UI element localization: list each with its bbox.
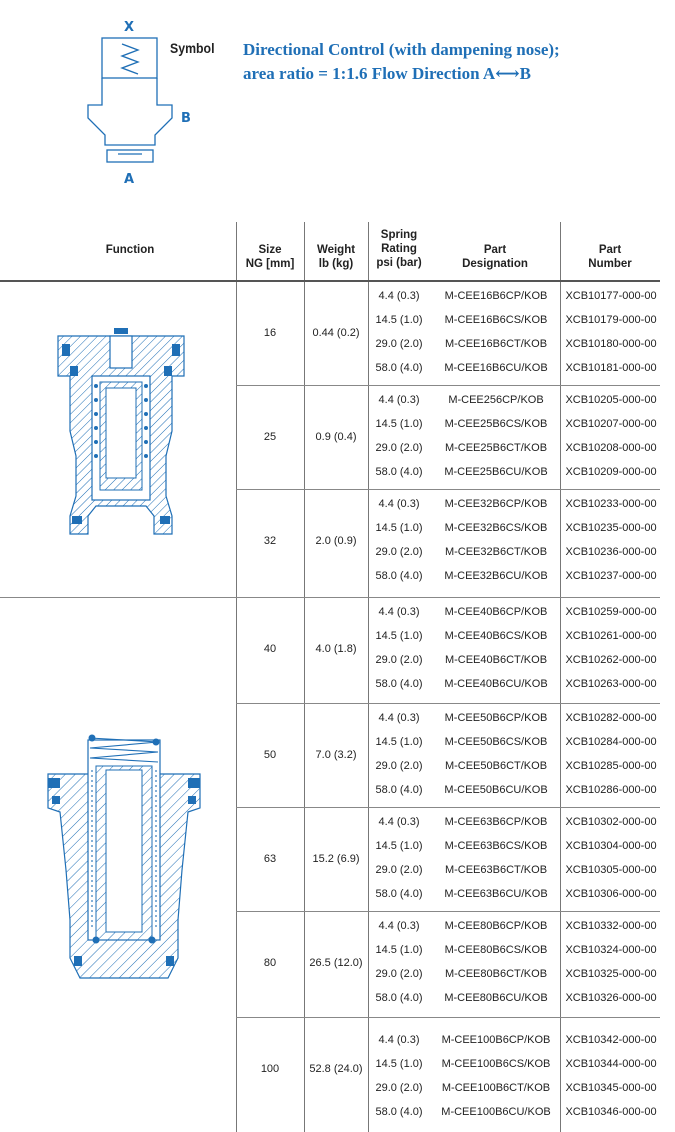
group-rule [236,703,660,704]
part-number-cell: XCB10284-000-00 [565,736,657,748]
part-number-cell: XCB10179-000-00 [565,314,657,326]
size-cell: 25 [263,431,277,443]
rating-cell: 58.0 (4.0) [375,466,423,478]
part-designation-cell: M-CEE25B6CS/KOB [444,418,548,430]
rating-cell: 29.0 (2.0) [375,654,423,666]
group-rule [236,807,660,808]
rating-cell: 4.4 (0.3) [378,1034,420,1046]
part-number-cell: XCB10332-000-00 [565,920,657,932]
part-designation-cell: M-CEE50B6CP/KOB [444,712,548,724]
part-number-cell: XCB10181-000-00 [565,362,657,374]
part-designation-cell: M-CEE50B6CS/KOB [444,736,548,748]
part-number-cell: XCB10305-000-00 [565,864,657,876]
col-header-designation-line1: Part [483,244,507,256]
weight-cell: 2.0 (0.9) [315,535,357,547]
rating-cell: 29.0 (2.0) [375,968,423,980]
size-cell: 100 [260,1063,280,1075]
part-designation-cell: M-CEE32B6CU/KOB [444,570,548,582]
weight-cell: 15.2 (6.9) [312,853,360,865]
rating-cell: 58.0 (4.0) [375,1106,423,1118]
part-designation-cell: M-CEE80B6CT/KOB [444,968,548,980]
col-header-number-line1: Part [598,244,622,256]
rating-cell: 14.5 (1.0) [375,630,423,642]
part-designation-cell: M-CEE16B6CS/KOB [444,314,548,326]
size-cell: 32 [263,535,277,547]
col-header-weight-line2: lb (kg) [318,258,354,270]
title-line-2: area ratio = 1:1.6 Flow Direction A⟷B [243,64,531,83]
part-designation-cell: M-CEE50B6CU/KOB [444,784,548,796]
rating-cell: 58.0 (4.0) [375,362,423,374]
part-designation-cell: M-CEE40B6CS/KOB [444,630,548,642]
part-number-cell: XCB10209-000-00 [565,466,657,478]
part-designation-cell: M-CEE25B6CT/KOB [444,442,548,454]
part-number-cell: XCB10302-000-00 [565,816,657,828]
weight-cell: 0.9 (0.4) [315,431,357,443]
header-rule [0,280,660,282]
part-designation-cell: M-CEE63B6CS/KOB [444,840,548,852]
part-designation-cell: M-CEE40B6CU/KOB [444,678,548,690]
port-a-label: A [123,172,135,187]
part-number-cell: XCB10207-000-00 [565,418,657,430]
rating-cell: 4.4 (0.3) [378,394,420,406]
port-x-label: X [123,20,135,35]
col-header-rating-line1: Spring [380,229,418,241]
col-header-number [560,243,660,271]
col-header-weight-line1: Weight [316,244,356,256]
size-cell: 80 [263,957,277,969]
col-header-function-text: Function [105,244,155,256]
rating-cell: 58.0 (4.0) [375,678,423,690]
rating-cell: 58.0 (4.0) [375,784,423,796]
part-designation-cell: M-CEE100B6CP/KOB [441,1034,551,1046]
rating-cell: 4.4 (0.3) [378,712,420,724]
col-header-designation [430,243,560,271]
part-number-cell: XCB10263-000-00 [565,678,657,690]
part-designation-cell: M-CEE63B6CT/KOB [444,864,548,876]
rating-cell: 58.0 (4.0) [375,888,423,900]
part-designation-cell: M-CEE25B6CU/KOB [444,466,548,478]
divider-col-weight [304,222,305,1132]
size-cell: 40 [263,643,277,655]
col-header-size-line2: NG [mm] [245,258,295,270]
rating-cell: 4.4 (0.3) [378,290,420,302]
rating-cell: 14.5 (1.0) [375,314,423,326]
weight-cell: 7.0 (3.2) [315,749,357,761]
rating-cell: 58.0 (4.0) [375,570,423,582]
part-designation-cell: M-CEE80B6CP/KOB [444,920,548,932]
part-number-cell: XCB10326-000-00 [565,992,657,1004]
part-number-cell: XCB10208-000-00 [565,442,657,454]
valve-small-cross-section-icon [48,326,194,548]
part-number-cell: XCB10286-000-00 [565,784,657,796]
part-designation-cell: M-CEE256CP/KOB [448,394,544,406]
weight-cell: 26.5 (12.0) [309,957,363,969]
weight-cell: 52.8 (24.0) [309,1063,363,1075]
col-header-size-line1: Size [258,244,282,256]
port-b-label: B [181,111,191,126]
part-number-cell: XCB10233-000-00 [565,498,657,510]
col-header-rating [368,228,430,270]
rating-cell: 29.0 (2.0) [375,546,423,558]
part-number-cell: XCB10344-000-00 [565,1058,657,1070]
part-designation-cell: M-CEE100B6CU/KOB [441,1106,551,1118]
size-cell: 63 [263,853,277,865]
part-designation-cell: M-CEE16B6CU/KOB [444,362,548,374]
part-number-cell: XCB10261-000-00 [565,630,657,642]
rating-cell: 14.5 (1.0) [375,840,423,852]
part-number-cell: XCB10237-000-00 [565,570,657,582]
col-header-number-line2: Number [588,258,632,270]
part-designation-cell: M-CEE63B6CU/KOB [444,888,548,900]
group-rule [236,1017,660,1018]
col-header-weight [304,243,368,271]
part-number-cell: XCB10304-000-00 [565,840,657,852]
weight-cell: 0.44 (0.2) [312,327,360,339]
rating-cell: 14.5 (1.0) [375,418,423,430]
part-designation-cell: M-CEE32B6CP/KOB [444,498,548,510]
part-designation-cell: M-CEE80B6CS/KOB [444,944,548,956]
col-header-size [236,243,304,271]
col-header-function [60,243,200,257]
rating-cell: 4.4 (0.3) [378,606,420,618]
rating-cell: 29.0 (2.0) [375,442,423,454]
part-designation-cell: M-CEE40B6CP/KOB [444,606,548,618]
rating-cell: 14.5 (1.0) [375,736,423,748]
part-number-cell: XCB10285-000-00 [565,760,657,772]
part-number-cell: XCB10205-000-00 [565,394,657,406]
part-number-cell: XCB10324-000-00 [565,944,657,956]
rating-cell: 29.0 (2.0) [375,338,423,350]
part-designation-cell: M-CEE100B6CS/KOB [441,1058,551,1070]
part-designation-cell: M-CEE32B6CS/KOB [444,522,548,534]
divider-col-size [236,222,237,1132]
rating-cell: 4.4 (0.3) [378,816,420,828]
rating-cell: 29.0 (2.0) [375,864,423,876]
rating-cell: 4.4 (0.3) [378,920,420,932]
rating-cell: 4.4 (0.3) [378,498,420,510]
part-number-cell: XCB10177-000-00 [565,290,657,302]
col-header-rating-line3: psi (bar) [376,257,422,269]
part-number-cell: XCB10306-000-00 [565,888,657,900]
rating-cell: 14.5 (1.0) [375,1058,423,1070]
part-designation-cell: M-CEE40B6CT/KOB [444,654,548,666]
part-designation-cell: M-CEE50B6CT/KOB [444,760,548,772]
rating-cell: 29.0 (2.0) [375,760,423,772]
part-designation-cell: M-CEE32B6CT/KOB [444,546,548,558]
rating-cell: 14.5 (1.0) [375,944,423,956]
part-number-cell: XCB10342-000-00 [565,1034,657,1046]
section-rule [0,597,660,598]
group-rule [236,489,660,490]
col-header-rating-line2: Rating [381,243,417,255]
valve-large-cross-section-icon [40,730,208,988]
col-header-designation-line2: Designation [462,258,528,270]
size-cell: 16 [263,327,277,339]
title-line-1: Directional Control (with dampening nose); [243,40,560,59]
group-rule [236,911,660,912]
rating-cell: 14.5 (1.0) [375,522,423,534]
symbol-label: Symbol [170,40,215,56]
rating-cell: 58.0 (4.0) [375,992,423,1004]
part-number-cell: XCB10236-000-00 [565,546,657,558]
size-cell: 50 [263,749,277,761]
part-designation-cell: M-CEE63B6CP/KOB [444,816,548,828]
part-designation-cell: M-CEE16B6CP/KOB [444,290,548,302]
part-number-cell: XCB10325-000-00 [565,968,657,980]
part-number-cell: XCB10345-000-00 [565,1082,657,1094]
part-designation-cell: M-CEE100B6CT/KOB [441,1082,551,1094]
group-rule [236,385,660,386]
part-number-cell: XCB10259-000-00 [565,606,657,618]
part-designation-cell: M-CEE80B6CU/KOB [444,992,548,1004]
rating-cell: 29.0 (2.0) [375,1082,423,1094]
part-number-cell: XCB10180-000-00 [565,338,657,350]
part-designation-cell: M-CEE16B6CT/KOB [444,338,548,350]
part-number-cell: XCB10235-000-00 [565,522,657,534]
part-number-cell: XCB10346-000-00 [565,1106,657,1118]
weight-cell: 4.0 (1.8) [315,643,357,655]
part-number-cell: XCB10262-000-00 [565,654,657,666]
part-number-cell: XCB10282-000-00 [565,712,657,724]
